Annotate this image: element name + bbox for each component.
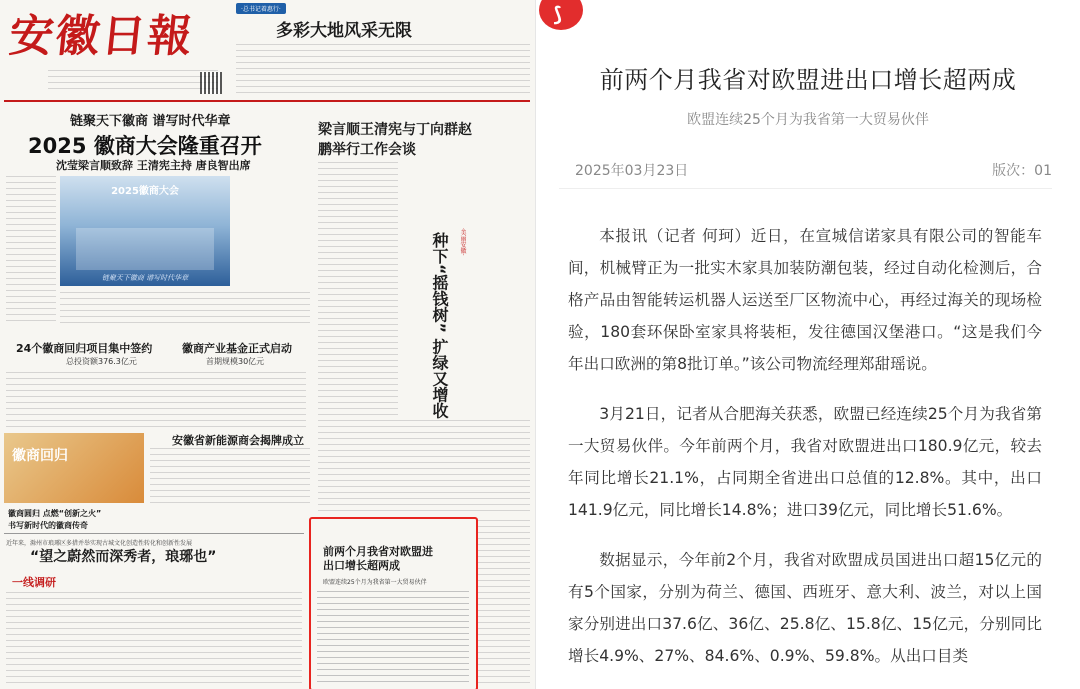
article-body xyxy=(568,220,1042,689)
article-subtitle: 欧盟连续25个月为我省第一大贸易伙伴 xyxy=(687,112,929,128)
highlighted-article-text xyxy=(317,591,469,683)
right-headline xyxy=(318,120,478,160)
article-title: 前两个月我省对欧盟进出口增长超两成 xyxy=(599,66,1017,94)
feature-text xyxy=(6,592,302,687)
photo-stage xyxy=(76,228,214,270)
vertical-section-tag: ·美丽安徽· xyxy=(459,228,466,256)
side-column-text xyxy=(478,520,530,685)
masthead-rule xyxy=(4,100,530,102)
photo-caption: 链聚天下徽商 谱写时代华章 xyxy=(101,274,189,282)
story2-headline: 徽商产业基金正式启动 xyxy=(182,342,292,355)
logo-glyph: ⟆ xyxy=(553,2,563,26)
article-date: 2025年03月23日 xyxy=(575,163,689,179)
top-story-text xyxy=(236,44,530,94)
masthead-meta xyxy=(48,70,218,94)
section-tag: ·总书记着惠行· xyxy=(236,3,286,14)
story3-headline: 安徽省新能源商会揭牌成立 xyxy=(172,434,304,447)
qr-code-icon xyxy=(200,72,222,94)
column-tag: 一线调研 xyxy=(12,576,56,589)
promo-line: 徽商圆归 点燃“创新之火” xyxy=(8,509,102,518)
lead-kicker: 链聚天下徽商 谱写时代华章 xyxy=(70,114,231,129)
highlighted-article-box[interactable] xyxy=(309,517,478,689)
lead-column-text xyxy=(6,176,56,326)
photo-banner-title: 2025徽商大会 xyxy=(111,186,179,197)
story3-text xyxy=(150,448,310,504)
highlighted-article-subtitle: 欧盟连续25个月为我省第一大贸易伙伴 xyxy=(323,579,427,586)
lead-headline: 2025 徽商大会隆重召开 xyxy=(28,134,262,158)
story-text xyxy=(6,372,306,428)
highlighted-article-title: 前两个月我省对欧盟进出口增长超两成 xyxy=(323,545,433,572)
right-headline-text: 梁言顺王清宪与丁向群赵鹏举行工作会谈 xyxy=(318,122,472,158)
article-paragraph: 数据显示，今年前2个月，我省对欧盟成员国进出口超15亿元的有5个国家，分别为荷兰、德国、西班牙、意大利、波兰，对以上国家分别进出口37.6亿、36亿、25.8亿、15.8亿、15亿元，分别同比增长4.9%、27%、84.6%、0.9%、59.8%。从出口目类 xyxy=(568,551,1042,665)
vertical-headline: 种下“摇钱树” 扩绿又增收 xyxy=(430,232,449,419)
top-headline: 多彩大地风采无限 xyxy=(276,21,412,41)
feature-intro: 近年来，滁州市琅琊区多措并举实现古城文化创造性转化和创新性发展 xyxy=(6,540,193,547)
promo-graphic xyxy=(4,433,144,503)
story1-headline: 24个徽商回归项目集中签约 xyxy=(16,342,153,355)
lead-subhead: 沈莹梁言顺致辞 王清宪主持 唐良智出席 xyxy=(56,159,251,172)
app-logo-icon[interactable] xyxy=(539,0,583,30)
promo-graphic-text: 徽商回归 xyxy=(12,448,68,464)
article-paragraph: 3月21日，记者从合肥海关获悉，欧盟已经连续25个月为我省第一大贸易伙伴。今年前两个月，我省对欧盟进出口180.9亿元，较去年同比增长21.1%，占同期全省进出口总值的12.8%。其中，出口141.9亿元，同比增长14.8%；进口39亿元，同比增长51.6%。 xyxy=(568,405,1042,519)
feature-headline: “望之蔚然而深秀者，琅琊也” xyxy=(30,549,217,565)
article-meta xyxy=(559,158,1052,189)
article-reader xyxy=(536,0,1080,689)
newspaper-page-image[interactable] xyxy=(0,0,536,689)
article-edition: 版次：01 xyxy=(992,163,1052,179)
promo-line-2: 书写新时代的徽商传奇 xyxy=(8,521,88,530)
newspaper-masthead: 安徽日報 xyxy=(6,11,197,62)
lead-story-text xyxy=(60,292,310,326)
story2-subhead: 首期规模30亿元 xyxy=(206,357,265,366)
vertical-story-text xyxy=(398,420,530,515)
story1-subhead: 总投资额376.3亿元 xyxy=(66,357,137,366)
article-paragraph: 本报讯（记者 何珂）近日，在宣城信诺家具有限公司的智能车间，机械臂正为一批实木家具加装防潮包装，经过自动化检测后，合格产品由智能转运机器人运送至厂区物流中心，再经过海关的现场检验，180套环保卧室家具将装柜，发往德国汉堡港口。“这是我们今年出口欧洲的第8批订单。”该公司物流经理郑甜瑶说。 xyxy=(568,227,1042,373)
conference-photo xyxy=(60,176,230,286)
right-story-text xyxy=(318,162,398,512)
section-rule xyxy=(4,533,304,534)
